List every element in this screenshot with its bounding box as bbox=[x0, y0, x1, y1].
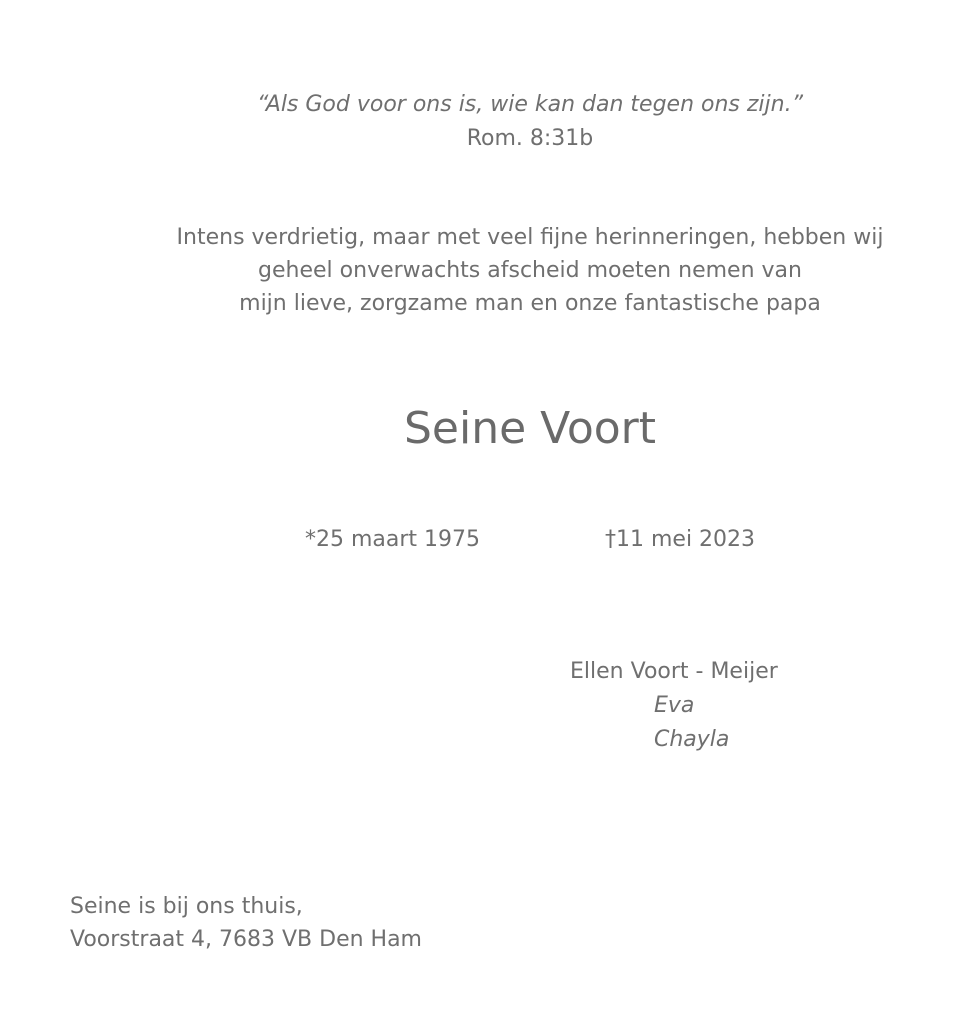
visitation-address bbox=[70, 890, 422, 956]
child-name: Chayla bbox=[654, 727, 730, 752]
bible-quote bbox=[150, 88, 910, 156]
address-line: Voorstraat 4, 7683 VB Den Ham bbox=[70, 927, 422, 952]
birth-date: *25 maart 1975 bbox=[305, 527, 481, 552]
spouse-name: Ellen Voort - Meijer bbox=[570, 659, 778, 684]
deceased-name: Seine Voort bbox=[403, 403, 657, 454]
family-signatories bbox=[570, 655, 778, 757]
address-line: Seine is bij ons thuis, bbox=[70, 894, 303, 919]
quote-reference: Rom. 8:31b bbox=[466, 126, 594, 151]
quote-text: “Als God voor ons is, wie kan dan tegen ons zijn.” bbox=[256, 92, 803, 117]
announcement-text bbox=[150, 221, 910, 320]
announcement-line: mijn lieve, zorgzame man en onze fantastische papa bbox=[239, 291, 821, 316]
child-name: Eva bbox=[654, 693, 695, 718]
death-date: †11 mei 2023 bbox=[605, 527, 756, 552]
announcement-line: geheel onverwachts afscheid moeten nemen van bbox=[258, 258, 802, 283]
announcement-line: Intens verdrietig, maar met veel fijne herinneringen, hebben wij bbox=[176, 225, 884, 250]
